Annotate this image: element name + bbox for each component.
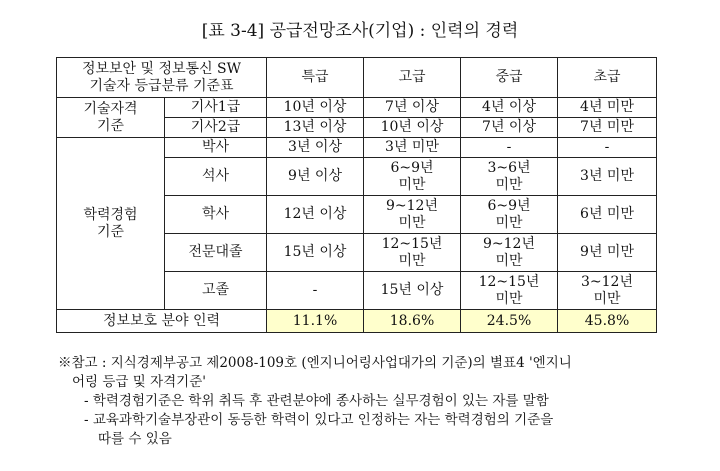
table-cell: 4년 미만	[558, 98, 657, 118]
table-cell: 3년 미만	[558, 158, 657, 196]
note-bullet-2-line2: 따를 수 있음	[98, 431, 172, 447]
table-cell: 6년 미만	[558, 196, 657, 234]
percentage-cell: 11.1%	[267, 310, 364, 333]
table-title: [표 3-4] 공급전망조사(기업) : 인력의 경력	[201, 21, 519, 41]
corner-header-line1: 정보보안 및 정보통신 SW	[81, 60, 242, 77]
tech-criteria-label	[57, 98, 165, 138]
row-label: 기사1급	[165, 98, 267, 118]
table-cell: -	[558, 138, 657, 158]
note-bullet-1: - 학력경험기준은 학위 취득 후 관련분야에 종사하는 실무경험이 있는 자를 말함	[84, 393, 549, 409]
table-cell: 13년 이상	[267, 118, 364, 138]
table-cell: 9년 미만	[558, 234, 657, 272]
table-cell: 12~15년 미만	[461, 272, 558, 310]
row-label: 학사	[165, 196, 267, 234]
tech-criteria-label-line2: 기준	[96, 117, 125, 134]
level-header-beginner: 초급	[558, 58, 657, 98]
percentage-cell: 24.5%	[461, 310, 558, 333]
career-criteria-table	[56, 57, 657, 333]
corner-header	[57, 58, 267, 98]
table-cell: 6~9년 미만	[461, 196, 558, 234]
row-label: 기사2급	[165, 118, 267, 138]
table-cell: -	[461, 138, 558, 158]
table-cell: 4년 이상	[461, 98, 558, 118]
row-label: 고졸	[165, 272, 267, 310]
notes-block	[58, 354, 678, 449]
percentage-cell: 45.8%	[558, 310, 657, 333]
table-cell: 10년 이상	[267, 98, 364, 118]
level-header-special: 특급	[267, 58, 364, 98]
level-header-intermediate: 중급	[461, 58, 558, 98]
table-cell: -	[267, 272, 364, 310]
table-cell: 3년 이상	[267, 138, 364, 158]
table-cell: 7년 미만	[558, 118, 657, 138]
table-cell: 9~12년 미만	[364, 196, 461, 234]
note-bullet-2-line1: - 교육과학기술부장관이 동등한 학력이 있다고 인정하는 자는 학력경험의 기준을	[84, 412, 554, 428]
edu-criteria-label-line2: 기준	[96, 223, 125, 240]
edu-criteria-label-line1: 학력경험	[83, 206, 138, 223]
edu-criteria-label	[57, 138, 165, 310]
table-cell: 9년 이상	[267, 158, 364, 196]
table-cell: 9~12년 미만	[461, 234, 558, 272]
bottom-row-label: 정보보호 분야 인력	[57, 310, 267, 333]
table-cell: 7년 이상	[364, 98, 461, 118]
table-cell: 15년 이상	[267, 234, 364, 272]
table-cell: 6~9년 미만	[364, 158, 461, 196]
table-cell: 12년 이상	[267, 196, 364, 234]
row-label: 박사	[165, 138, 267, 158]
reference-note-line1: ※참고 : 지식경제부공고 제2008-109호 (엔지니어링사업대가의 기준)의 별표4 '엔지니	[58, 355, 572, 371]
table-cell: 7년 이상	[461, 118, 558, 138]
table-cell: 3~12년 미만	[558, 272, 657, 310]
corner-header-line2: 기술자 등급분류 기준표	[89, 77, 234, 94]
level-header-advanced: 고급	[364, 58, 461, 98]
table-cell: 12~15년 미만	[364, 234, 461, 272]
row-label: 석사	[165, 158, 267, 196]
percentage-cell: 18.6%	[364, 310, 461, 333]
table-cell: 15년 이상	[364, 272, 461, 310]
reference-note-line2: 어링 등급 및 자격기준'	[72, 374, 206, 390]
table-cell: 3~6년 미만	[461, 158, 558, 196]
table-cell: 10년 이상	[364, 118, 461, 138]
row-label: 전문대졸	[165, 234, 267, 272]
table-cell: 3년 미만	[364, 138, 461, 158]
tech-criteria-label-line1: 기술자격	[83, 100, 138, 117]
